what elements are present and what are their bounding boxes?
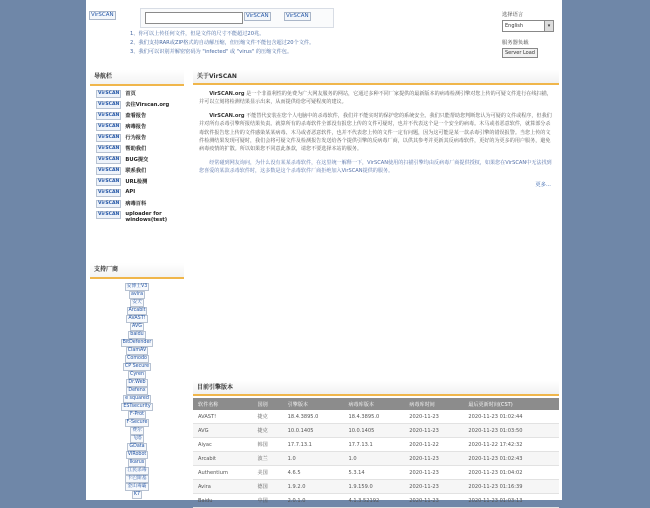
vendor-link[interactable]: 飞塔 [132,436,142,441]
page [86,0,562,504]
upload-note: 1、你可以上传任何文件，但是文件的尺寸不能超过20兆。 [130,31,265,37]
vendor-item [90,395,184,403]
vendor-link[interactable]: 卡巴斯基 [127,476,147,481]
vendor-link[interactable]: Dr.Web [128,380,146,385]
table-cell: 2020-11-23 [404,480,463,494]
table-cell: 4.6.5 [283,466,344,480]
sidebar-item[interactable] [96,123,184,134]
vendor-link[interactable]: Arcabit [128,308,146,313]
sidebar-item-label: BUG提交 [125,157,149,163]
sidebar-item[interactable] [96,211,184,231]
vendor-item [90,475,184,483]
sidebar-item-label: 去往Virscan.org [125,102,170,108]
table-cell: 17.7.13.1 [343,438,404,452]
sidebar-item[interactable] [96,156,184,167]
vendor-link[interactable]: BitDefender [122,340,152,345]
table-cell: 2020-11-22 [404,438,463,452]
vendor-link[interactable]: K7 [133,492,141,497]
upload-form [140,8,334,28]
table-cell: AVAST! [193,410,253,424]
vendor-link[interactable]: AVG [132,324,142,329]
table-cell: 2020-11-23 01:02:43 [463,452,559,466]
vendor-item [90,323,184,331]
virscan-tag: VirSCAN [98,113,120,118]
sidebar-item-label: 行为报告 [125,135,147,141]
about-paragraph: 经常碰到网友询问，为什么没有某某杀毒软件，在这里统一解释一下，VirSCAN使用的扫描引擎均由反病毒厂商提供授权，如果您在VirSCAN中无法找到您喜爱的某款杀毒软件时，这多数是这个杀毒软件厂商拒绝加入VirSCAN提供的服务。 [199,159,552,175]
virscan-tag: VirSCAN [98,201,120,206]
vendor-link[interactable]: Cyren [129,372,145,377]
table-cell: 2020-11-23 01:03:13 [463,494,559,508]
vendor-link[interactable]: Defenx [128,388,146,393]
sidebar-item-label: 联系我们 [125,168,147,174]
vendor-link[interactable]: CP Secure [124,364,150,369]
upload-note: 3、我们可以识别并解密密码为 "infected" 或 "virus" 的压缩文件包。 [130,49,293,55]
vendor-item [90,331,184,339]
vendor-link[interactable]: Comodo [127,356,147,361]
table-cell: 2020-11-23 [404,424,463,438]
site-name: VirSCAN.org [209,112,245,119]
table-cell: 2020-11-23 01:02:44 [463,410,559,424]
sidebar-item[interactable] [96,101,184,112]
sidebar-item[interactable] [96,178,184,189]
sidebar-item-label: uploader for windows(test) [125,211,168,223]
vendor-item [90,435,184,443]
table-cell: 德国 [253,480,283,494]
virscan-tag: VirSCAN [98,135,120,140]
vendor-link[interactable]: 安天 [132,300,142,305]
vendor-link[interactable]: F-Prot [130,412,144,417]
table-cell: 韩国 [253,438,283,452]
scan-button[interactable]: VirSCAN [286,13,309,19]
vendor-link[interactable]: 费尔 [132,428,142,433]
language-panel [502,10,562,58]
file-input[interactable] [145,12,243,24]
table-cell: 1.9.2.0 [283,480,344,494]
vendor-link[interactable]: VIRobot [127,452,147,457]
virscan-logo[interactable]: VirSCAN [91,12,114,18]
vendor-link[interactable]: e squared [125,396,149,401]
upload-note: 2、我们支持RAR或ZIP格式的自动解压缩，但压缩文件不能包含超过20个文件。 [130,40,315,46]
sidebar-item-label: 查看报告 [125,113,147,119]
vendor-item [90,387,184,395]
table-cell: 4.1.3.52192 [343,494,404,508]
table-cell: 2020-11-23 [404,410,463,424]
vendor-item [90,411,184,419]
table-cell: 2020-11-23 01:03:50 [463,424,559,438]
sidebar-item[interactable] [96,145,184,156]
table-cell: 2020-11-23 01:04:02 [463,466,559,480]
nav-sidebar [90,70,184,231]
table-cell: 1.9.159.0 [343,480,404,494]
vendor-link[interactable]: GData [129,444,145,449]
sidebar-item[interactable] [96,112,184,123]
vendor-item [90,443,184,451]
sidebar-item-label: 帮助我们 [125,146,147,152]
table-header-row [193,398,559,410]
about-paragraph [199,112,553,154]
site-name: VirSCAN.org [209,91,245,97]
table-cell: 1.0 [343,452,404,466]
table-row [193,424,559,438]
virscan-tag: VirSCAN [98,102,120,107]
vendor-item [90,315,184,323]
vendor-item [90,355,184,363]
table-row [193,438,559,452]
table-row [193,494,559,508]
sidebar-item-label: API [125,189,136,195]
server-load-button[interactable]: Server Load [502,48,538,58]
table-row [193,410,559,424]
table-cell: 中国 [253,494,283,508]
virscan-tag: VirSCAN [98,91,120,96]
vendors-list [90,283,184,499]
sidebar-item-label: 病毒百科 [125,201,147,207]
engines-section [193,381,559,508]
table-cell: 2.0.1.0 [283,494,344,508]
table-cell: 10.0.1405 [343,424,404,438]
vendor-item [90,491,184,499]
vendor-item [90,371,184,379]
vendor-link[interactable]: Ikarus [129,460,145,465]
table-cell: AVG [193,424,253,438]
vendor-link[interactable]: AVAST! [128,316,146,321]
vendor-link[interactable]: 金山毒霸 [127,484,147,489]
virscan-tag: VirSCAN [98,179,120,184]
column-header: 病毒库时间 [404,398,463,410]
table-cell: 5.3.14 [343,466,404,480]
vendor-item [90,283,184,291]
table-cell: 2020-11-22 17:42:32 [463,438,559,452]
about-text: 是一个非盈利性的免费为广大网友服务的网站，它通过多种不同厂家提供的最新版本的病毒检测引擎对您上传的可疑文件进行在线扫描，并可以立刻将检测结果显示出来，从而提供给您可疑程度的建议。 [199,91,552,106]
sidebar-item[interactable] [96,200,184,211]
column-header: 国别 [253,398,283,410]
sidebar-item[interactable] [96,167,184,178]
sidebar-item[interactable] [96,134,184,145]
virscan-tag: VirSCAN [98,146,120,151]
vendors-title: 支持厂商 [90,263,184,279]
more-link[interactable]: 更多... [535,181,551,188]
vendor-item [90,483,184,491]
table-row [193,480,559,494]
vendor-item [90,307,184,315]
about-title: 关于VirSCAN [193,70,559,85]
about-text: 不能替代安装在您个人电脑中的杀毒软件，我们并不能实时的保护您的系统安全。我们只能帮助您判断您认为可疑的文件或程序，但我们并对所有杀毒引擎所报结果负责。就算所有的杀毒软件全部没有报您上传的文件可疑时，也并不代表这个是一个安全的病毒。木马或者恶意软件，就算部分杀毒软件报告您上传的文件感染某某病毒、木马或者恶意软件，也并不代表您上传的文件一定有问题，因为这可能是某一款杀毒引擎的错误报警。当您上传的文件检测结果发现可疑时，我们会将可疑文件及检测报告发送给各个提供引擎的反病毒厂商，以供其参考并更新其反病毒软件，更好的为更多的用户服务，避免病毒疫情的扩散。所以如果您不同意此条款，请您不要选择本站的服务。 [199,112,552,153]
virscan-tag: VirSCAN [98,190,120,195]
vendor-link[interactable]: avira [130,292,144,297]
table-cell: 2020-11-23 [404,494,463,508]
table-cell: 2020-11-23 01:16:39 [463,480,559,494]
virscan-tag: VirSCAN [98,212,120,217]
table-cell: Authentium [193,466,253,480]
vendor-item [90,427,184,435]
vendors-sidebar [90,263,184,499]
vendor-item [90,363,184,371]
vendor-link[interactable]: 安博士V3 [126,284,148,289]
vendor-item [90,403,184,411]
nav-list [90,90,184,231]
column-header: 病毒库版本 [343,398,404,410]
vendor-item [90,379,184,387]
about-section [193,70,559,188]
table-cell: Avira [193,480,253,494]
table-cell: 美国 [253,466,283,480]
vendor-item [90,291,184,299]
chevron-down-icon: ▾ [544,21,553,31]
server-load-label: 服务器负载 [502,40,529,46]
sidebar-item[interactable] [96,189,184,200]
table-cell: 18.4.3895.0 [343,410,404,424]
engines-title: 目前引擎版本 [193,381,559,396]
vendor-item [90,451,184,459]
vendor-item [90,347,184,355]
column-header: 引擎版本 [283,398,344,410]
vendor-link[interactable]: baidu [130,332,144,337]
vendor-item [90,419,184,427]
table-cell: 17.7.13.1 [283,438,344,452]
engines-table [193,398,559,508]
language-select[interactable] [502,20,554,32]
language-label: 选择语言 [502,12,524,18]
nav-title: 导航栏 [90,70,184,86]
vendor-link[interactable]: ESTsecurity [123,404,151,409]
column-header: 最后更新时间(CST) [463,398,559,410]
table-row [193,452,559,466]
table-cell: 18.4.3895.0 [283,410,344,424]
sidebar-item-label: URL检测 [125,179,148,185]
table-cell: 1.0 [283,452,344,466]
sidebar-item-label: 首页 [125,91,136,97]
column-header: 软件名称 [193,398,253,410]
about-paragraph [199,90,553,107]
virscan-tag: VirSCAN [98,157,120,162]
vendor-item [90,299,184,307]
table-cell: 捷克 [253,424,283,438]
table-cell: Baidu [193,494,253,508]
vendor-item [90,459,184,467]
sidebar-item-label: 病毒报告 [125,124,147,130]
browse-button[interactable]: VirSCAN [246,13,269,19]
vendor-item [90,467,184,475]
virscan-tag: VirSCAN [98,168,120,173]
table-row [193,466,559,480]
table-cell: 波兰 [253,452,283,466]
table-cell: 10.0.1405 [283,424,344,438]
virscan-tag: VirSCAN [98,124,120,129]
vendor-link[interactable]: 江民杀毒 [127,468,147,473]
upload-notes [130,30,380,57]
table-cell: Aiyac [193,438,253,452]
table-cell: 2020-11-23 [404,452,463,466]
table-cell: Arcabit [193,452,253,466]
vendor-link[interactable]: ClamAV [127,348,147,353]
sidebar-item[interactable] [96,90,184,101]
vendor-item [90,339,184,347]
table-cell: 2020-11-23 [404,466,463,480]
vendor-link[interactable]: F-Secure [126,420,148,425]
table-cell: 捷克 [253,410,283,424]
language-value: English [505,23,524,29]
